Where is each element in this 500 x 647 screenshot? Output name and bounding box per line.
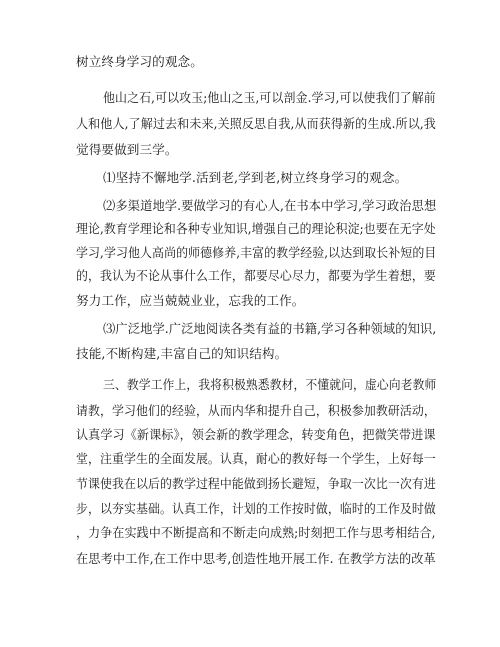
text-line: 努力工作，应当兢兢业业，忘我的工作。 (76, 293, 305, 308)
text-line: 觉得要做到三学。 (76, 142, 178, 157)
text-line: ⑶广泛地学.广泛地阅读各类有益的书籍,学习各种领域的知识, (103, 321, 437, 336)
text-line: 三、教学工作上，我将积极熟悉教材，不懂就问，虚心向老教师 (103, 377, 437, 392)
text-line: 的，我认为不论从事什么工作，都要尽心尽力，都要为学生着想，要 (76, 268, 436, 283)
text-line: 认真学习《新课标》，领会新的教学理念，转变角色，把微笑带进课 (76, 427, 436, 442)
text-line: 学习,学习他人高尚的师德修养,丰富的教学经验,以达到取长补短的目 (76, 245, 437, 260)
text-line: 技能,不断构建,丰富自己的知识结构。 (76, 346, 288, 361)
text-line: 节课使我在以后的教学过程中能做到扬长避短，争取一次比一次有进 (76, 476, 436, 491)
text-line: ，力争在实践中不断提高和不断走向成熟;时刻把工作与思考相结合, (76, 525, 436, 540)
text-line: 请教，学习他们的经验，从而内华和提升自己，积极参加教研活动， (76, 403, 436, 418)
text-line: ⑴坚持不懈地学.活到老,学到老,树立终身学习的观念。 (103, 170, 408, 185)
text-line: 步，以夯实基础。认真工作，计划的工作按时做，临时的工作及时做 (76, 501, 436, 516)
text-line: 理论,教育学理论和各种专业知识,增强自己的理论积淀;也要在无字处 (76, 221, 436, 236)
text-line: 堂，注重学生的全面发展。认真，耐心的教好每一个学生，上好每一 (76, 451, 436, 466)
text-line: 人和他人,了解过去和未来,关照反思自我,从而获得新的生成.所以,我 (76, 116, 436, 131)
text-line: 树立终身学习的观念。 (76, 54, 203, 69)
text-line: 他山之石,可以攻玉;他山之玉,可以剖金.学习,可以使我们了解前 (103, 90, 436, 105)
text-line: 在思考中工作,在工作中思考,创造性地开展工作. 在教学方法的改革 (76, 551, 436, 566)
text-line: ⑵多渠道地学.要做学习的有心人,在书本中学习,学习政治思想 (103, 198, 437, 213)
